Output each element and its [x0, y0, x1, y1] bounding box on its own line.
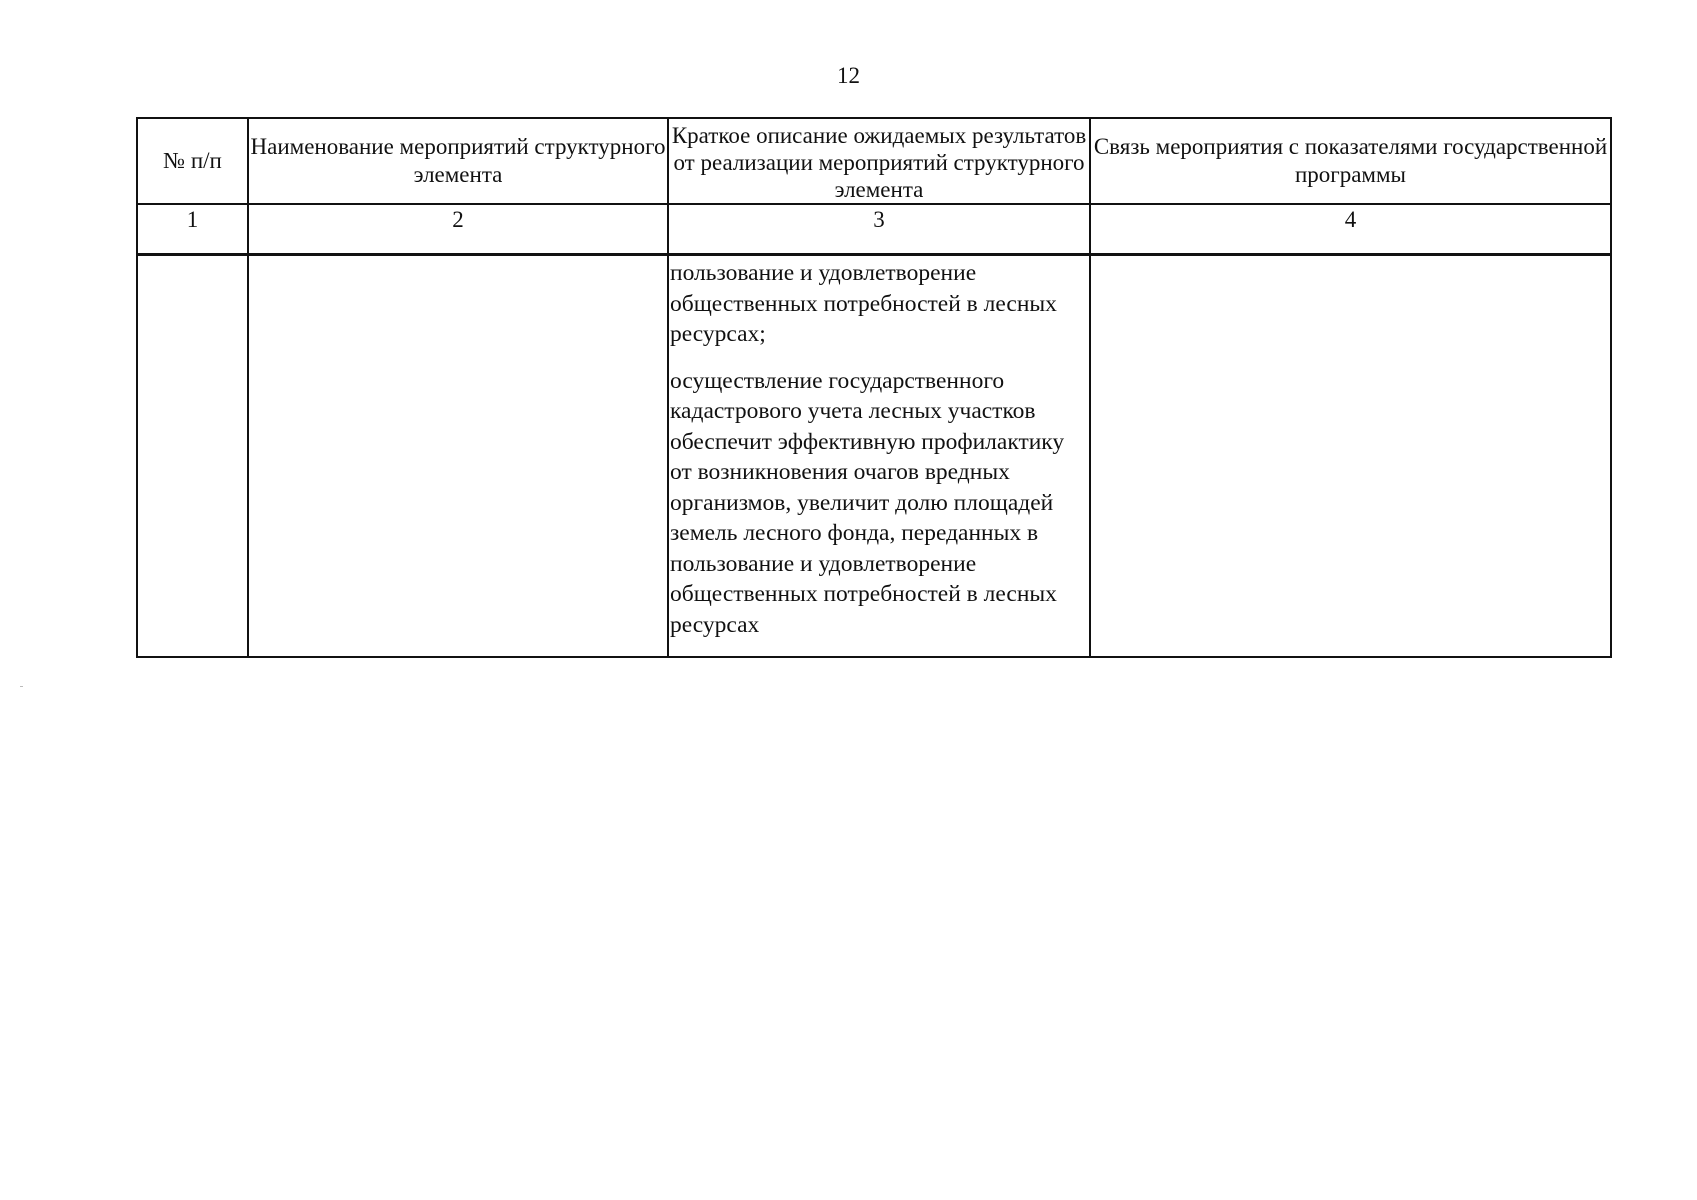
- results-paragraph: пользование и удовлетворение общественных потребностей в лесных ресурсах;: [670, 260, 1057, 347]
- cell-program-indicators: [1090, 255, 1611, 658]
- column-number: 1: [137, 204, 248, 255]
- scan-speck: [20, 686, 23, 687]
- column-number: 2: [248, 204, 668, 255]
- header-program-indicators: Связь мероприятия с показателями государственной программы: [1090, 118, 1611, 204]
- page-number: 12: [837, 63, 860, 88]
- cell-expected-results: [668, 255, 1090, 658]
- results-paragraph: осуществление государственного кадастрового учета лесных участков обеспечит эффективную профилактику от возникновения очагов вредных организмов, увеличит долю площадей земель лесного фонда, переданных в пользование и удовлетворение общественных потребностей в лесных ресурсах: [670, 367, 1065, 638]
- cell-number: [137, 255, 248, 658]
- column-number-row: [137, 204, 1611, 255]
- table-header-row: [137, 118, 1611, 204]
- column-number: 3: [668, 204, 1090, 255]
- header-number: № п/п: [137, 118, 248, 204]
- column-number: 4: [1090, 204, 1611, 255]
- measures-table: [136, 117, 1612, 658]
- header-measure-name: Наименование мероприятий структурного элемента: [248, 118, 668, 204]
- cell-measure-name: [248, 255, 668, 658]
- header-expected-results: Краткое описание ожидаемых результатов от реализации мероприятий структурного элемента: [668, 118, 1090, 204]
- table-row: [137, 255, 1611, 658]
